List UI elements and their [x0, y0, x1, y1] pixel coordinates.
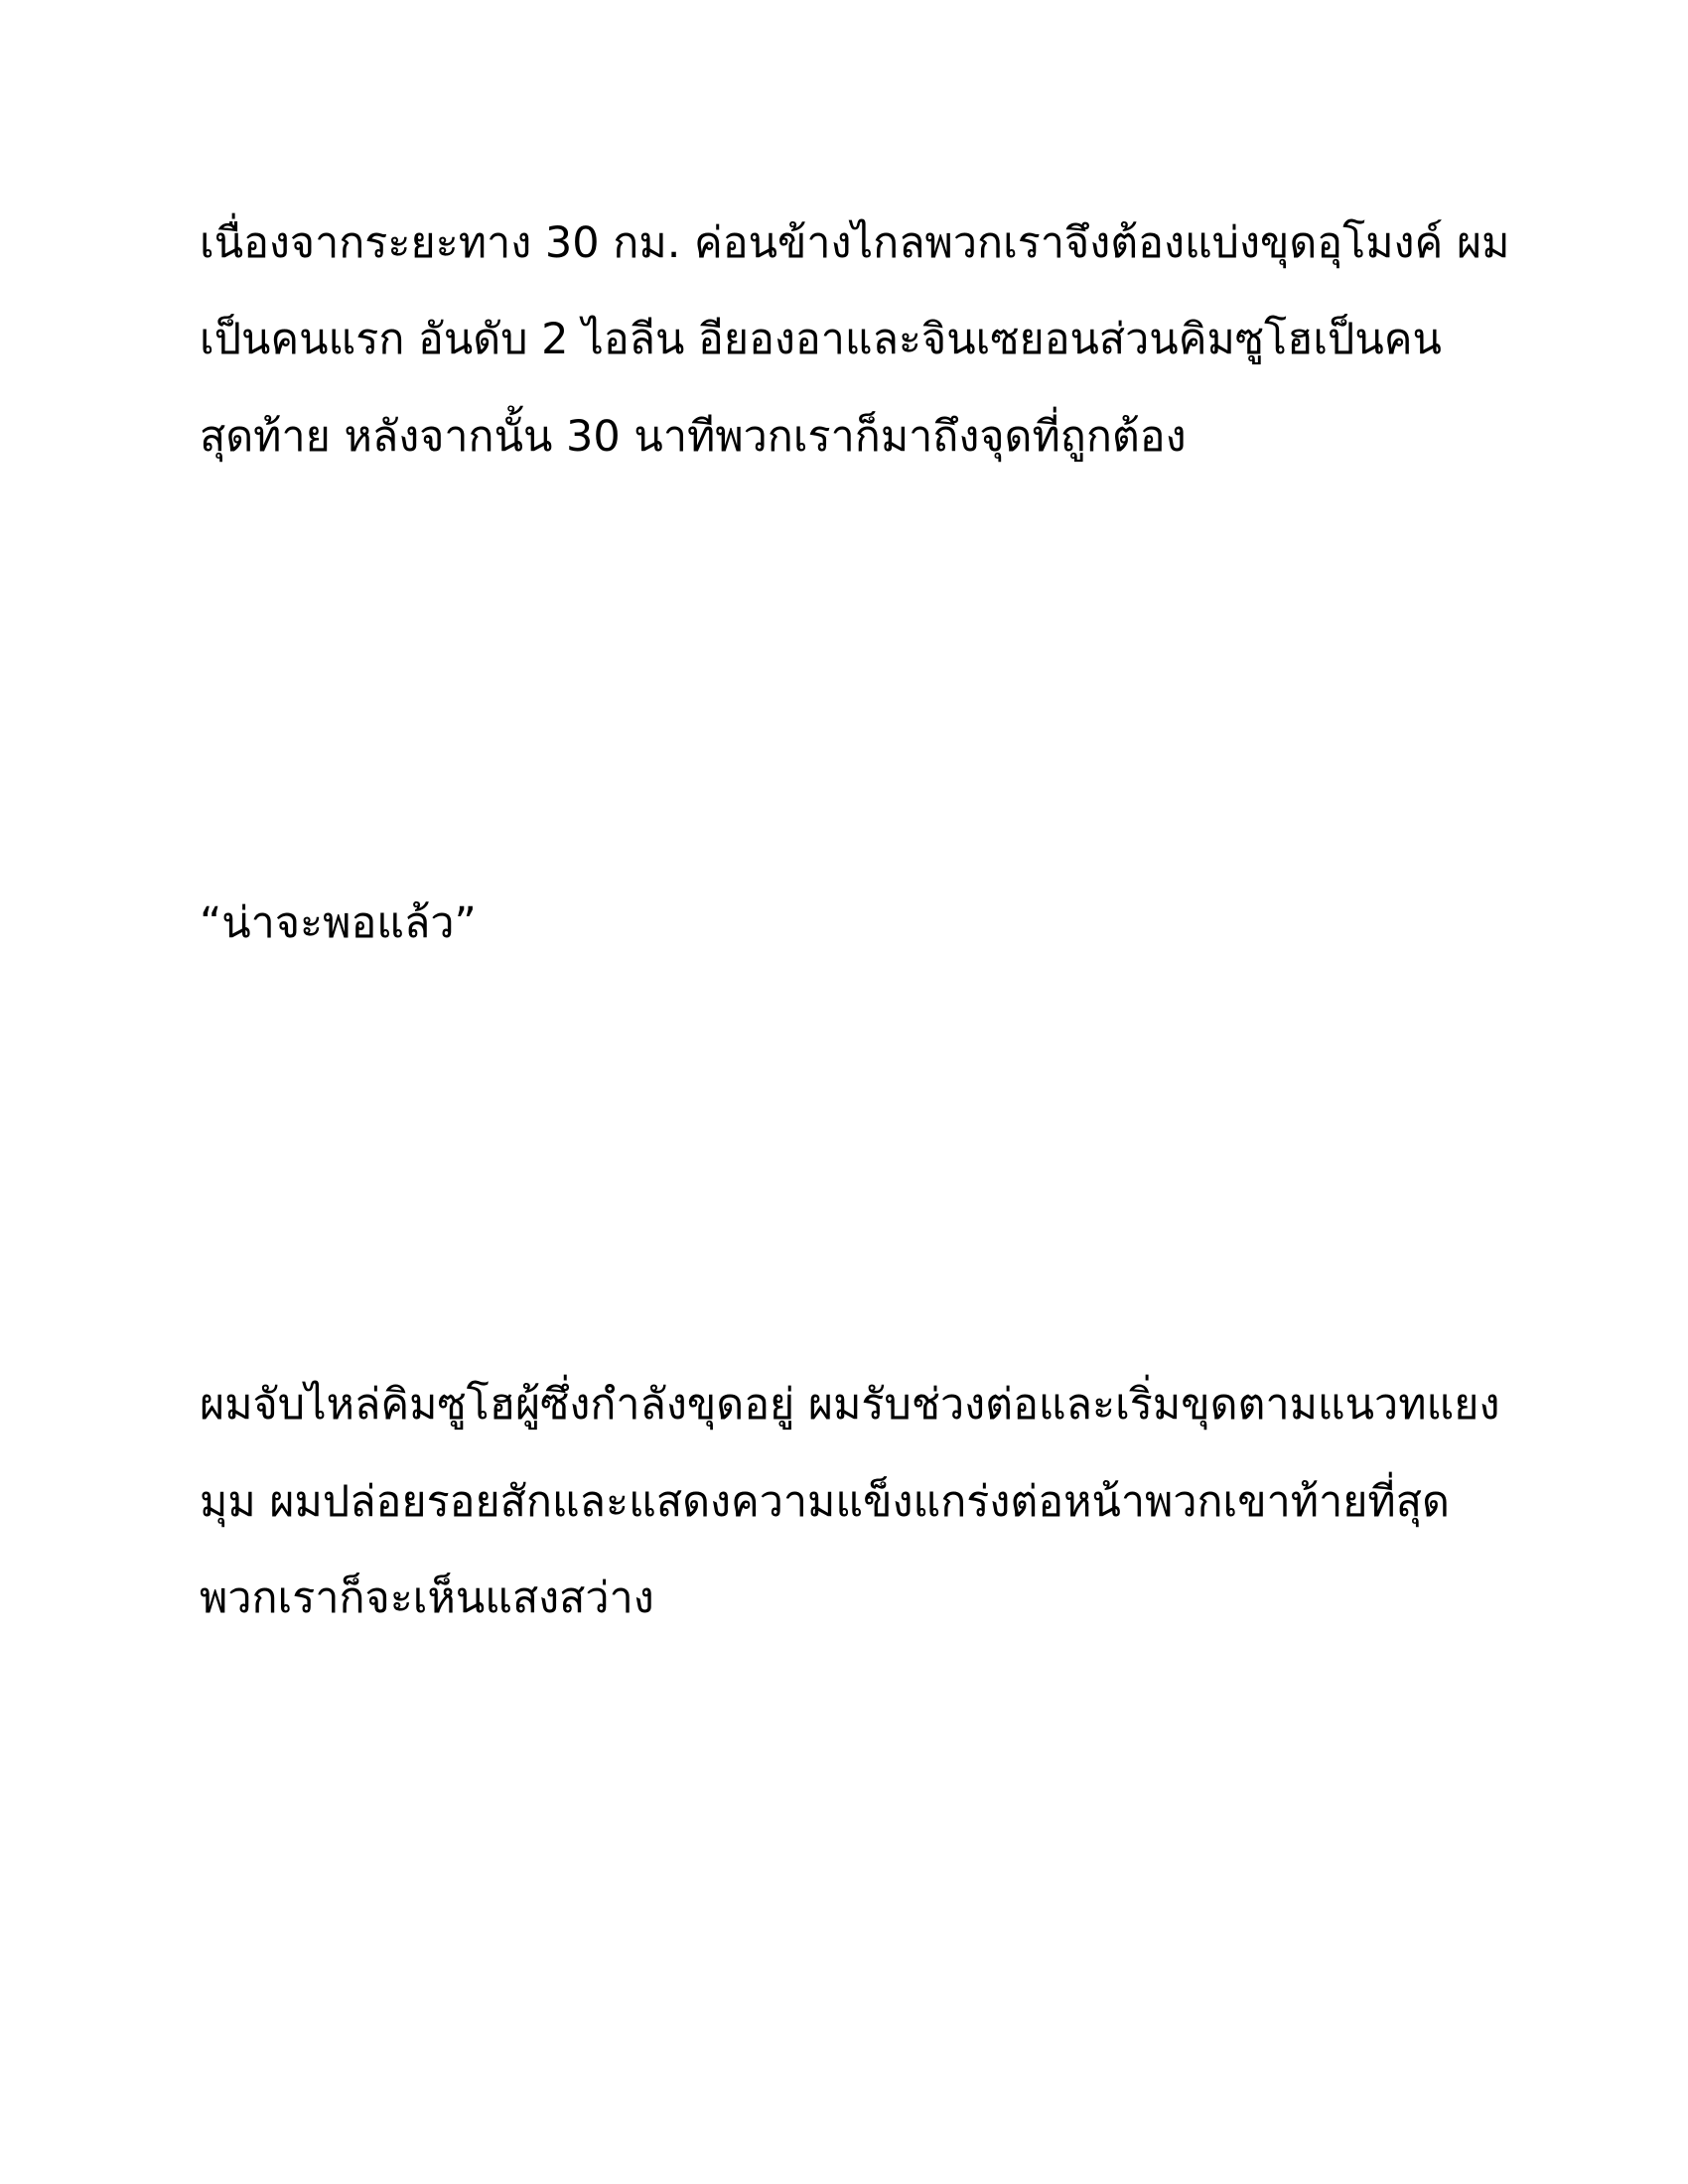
dialogue-line: “น่าจะพอแล้ว”	[200, 898, 477, 948]
paragraph-1-line-1: เนื่องจากระยะทาง 30 กม. ค่อนข้างไกลพวกเราจึงต้องแบ่งขุดอุโมงค์ ผม	[200, 218, 1510, 268]
paragraph-2-line-1: ผมจับไหล่คิมซูโฮผู้ซึ่งกำลังขุดอยู่ ผมรับช่วงต่อและเริ่มขุดตามแนวทแยง	[200, 1380, 1500, 1430]
paragraph-1-line-2: เป็นคนแรก อันดับ 2 ไอลีน อียองอาและจินเซยอนส่วนคิมซูโฮเป็นคน	[200, 315, 1442, 364]
paragraph-2-line-2: มุม ผมปล่อยรอยสักและแสดงความแข็งแกร่งต่อหน้าพวกเขาท้ายที่สุด	[200, 1477, 1450, 1527]
paragraph-2-line-3: พวกเราก็จะเห็นแสงสว่าง	[200, 1573, 654, 1623]
paragraph-1-line-3: สุดท้าย หลังจากนั้น 30 นาทีพวกเราก็มาถึงจุดที่ถูกต้อง	[200, 412, 1187, 462]
